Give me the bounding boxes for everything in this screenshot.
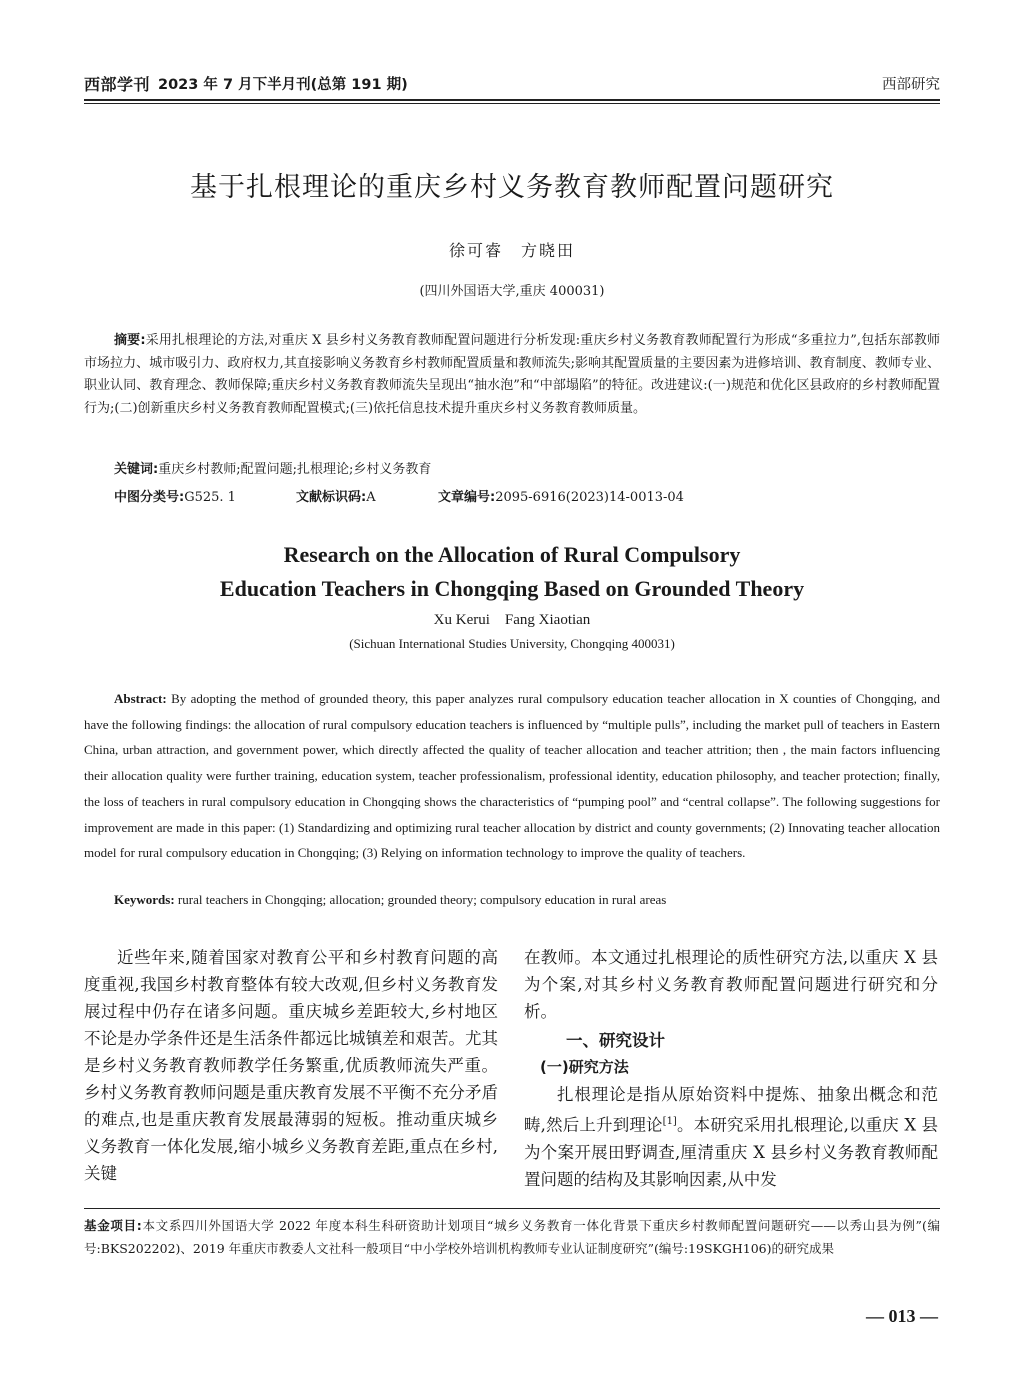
intro-paragraph: 近些年来,随着国家对教育公平和乡村教育问题的高度重视,我国乡村教育整体有较大改观,但乡村义务教育发展过程中仍存在诸多问题。重庆城乡差距较大,乡村地区不论是办学条件还是生活条件都远比城镇差和艰苦。尤其是乡村义务教育教师教学任务繁重,优质教师流失严重。乡村义务教育教师问题是重庆教育发展不平衡不充分矛盾的难点,也是重庆教育发展最薄弱的短板。推动重庆城乡义务教育一体化发展,缩小城乡义务教育差距,重点在乡村,关键: [84, 948, 498, 1183]
title-en-line-1: Research on the Allocation of Rural Compulsory: [283, 542, 741, 567]
keywords-en-text: rural teachers in Chongqing; allocation; grounded theory; compulsory education in rural areas: [177, 892, 667, 907]
keywords-en: [114, 892, 940, 908]
doc-code-value: A: [366, 490, 376, 505]
section-heading-research-design: 一、研究设计: [566, 1031, 665, 1050]
body-column-left: [84, 944, 498, 1187]
subsection-heading-research-method: (一)研究方法: [540, 1058, 629, 1076]
affiliation-cn: (四川外国语大学,重庆 400031): [419, 284, 605, 299]
header-rule-thin: [84, 103, 940, 104]
method-paragraph: [524, 1081, 938, 1193]
clc-value: G525. 1: [184, 490, 236, 505]
keywords-cn-text: 重庆乡村教师;配置问题;扎根理论;乡村义务教育: [158, 462, 432, 477]
intro-paragraph-continued: 在教师。本文通过扎根理论的质性研究方法,以重庆 X 县为个案,对其乡村义务教育教师配置问题进行研究和分析。: [524, 948, 938, 1021]
abstract-en-label: Abstract:: [114, 691, 167, 706]
title-en-line-2: Education Teachers in Chongqing Based on Grounded Theory: [219, 576, 805, 601]
clc-number: [114, 486, 236, 505]
article-number-label: 文章编号:: [438, 490, 496, 505]
doc-code-label: 文献标识码:: [296, 490, 367, 505]
abstract-cn-label: 摘要:: [114, 333, 146, 348]
body-column-right: [524, 944, 938, 1193]
clc-label: 中图分类号:: [114, 490, 185, 505]
header-rule: [84, 99, 940, 101]
document-code: [296, 486, 376, 505]
method-paragraph-text-b: 。本研究采用扎根理论,以重庆 X 县为个案开展田野调查,厘清重庆 X 县乡村义务教育教师配置问题的结构及其影响因素,从中发: [524, 1115, 939, 1189]
running-header: [84, 72, 940, 98]
footnote-rule: [84, 1208, 940, 1209]
page-number: — 013 —: [866, 1306, 938, 1326]
journal-name: 西部学刊: [84, 75, 151, 94]
abstract-en: [84, 686, 940, 866]
abstract-cn-text: 采用扎根理论的方法,对重庆 X 县乡村义务教育教师配置问题进行分析发现:重庆乡村义务教育教师配置行为形成“多重拉力”,包括东部教师市场拉力、城市吸引力、政府权力,其直接影响义务教育乡村教师配置质量和教师流失;影响其配置质量的主要因素为进修培训、教育制度、教师专业、职业认同、教育理念、教师保障;重庆乡村义务教育教师流失呈现出“抽水泡”和“中部塌陷”的特征。改进建议:(一)规范和优化区县政府的乡村教师配置行为;(二)创新重庆乡村义务教育教师配置模式;(三)依托信息技术提升重庆乡村义务教育教师质量。: [84, 333, 940, 416]
citation-1: [1]: [662, 1116, 677, 1127]
article-title-en: [0, 538, 1024, 606]
keywords-en-label: Keywords:: [114, 892, 175, 907]
authors-en: Xu Kerui Fang Xiaotian: [433, 612, 591, 628]
article-number: [438, 486, 684, 505]
authors-cn: 徐可睿 方晓田: [448, 241, 575, 260]
funding-text: 本文系四川外国语大学 2022 年度本科生科研资助计划项目“城乡义务教育一体化背景下重庆乡村教师配置问题研究——以秀山县为例”(编号:BKS202202)、2019 年重庆市教委人文社科一般项目“中小学校外培训机构教师专业认证制度研究”(编号:19SKGH106)的研究成果: [84, 1218, 941, 1256]
section-name: 西部研究: [882, 77, 940, 93]
abstract-en-text: By adopting the method of grounded theory, this paper analyzes rural compulsory education teacher allocation in X counties of Chongqing, and have the following findings: the allocation of rural compulsory education teachers is influenced by “multiple pulls”, including the market pull of teachers in Eastern China, urban attraction, and government power, which directly affected the quality of teacher allocation and teacher attrition; then , the main factors influencing their allocation quality were further training, education system, teacher professionalism, professional identity, education philosophy, and teacher protection; finally, the loss of teachers in rural compulsory education in Chongqing shows the characteristics of “pumping pool” and “central collapse”. The following suggestions for improvement are made in this paper: (1) Standardizing and optimizing rural teacher allocation by district and county governments; (2) Innovating teacher allocation model for rural compulsory education in Chongqing; (3) Relying on information technology to improve the quality of teachers.: [84, 691, 940, 861]
affiliation-en: (Sichuan International Studies University, Chongqing 400031): [349, 636, 675, 651]
keywords-cn-label: 关键词:: [114, 462, 159, 477]
funding-footnote: [84, 1214, 940, 1260]
method-paragraph-text-a: 扎根理论是指从原始资料中提炼、抽象出概念和范畴,然后上升到理论: [524, 1085, 938, 1135]
issue-info: 2023 年 7 月下半月刊(总第 191 期): [158, 77, 408, 93]
article-title-cn: 基于扎根理论的重庆乡村义务教育教师配置问题研究: [190, 172, 834, 203]
article-number-value: 2095-6916(2023)14-0013-04: [495, 490, 684, 505]
abstract-cn: [84, 330, 940, 420]
keywords-cn: [114, 458, 431, 477]
funding-label: 基金项目:: [84, 1218, 142, 1233]
